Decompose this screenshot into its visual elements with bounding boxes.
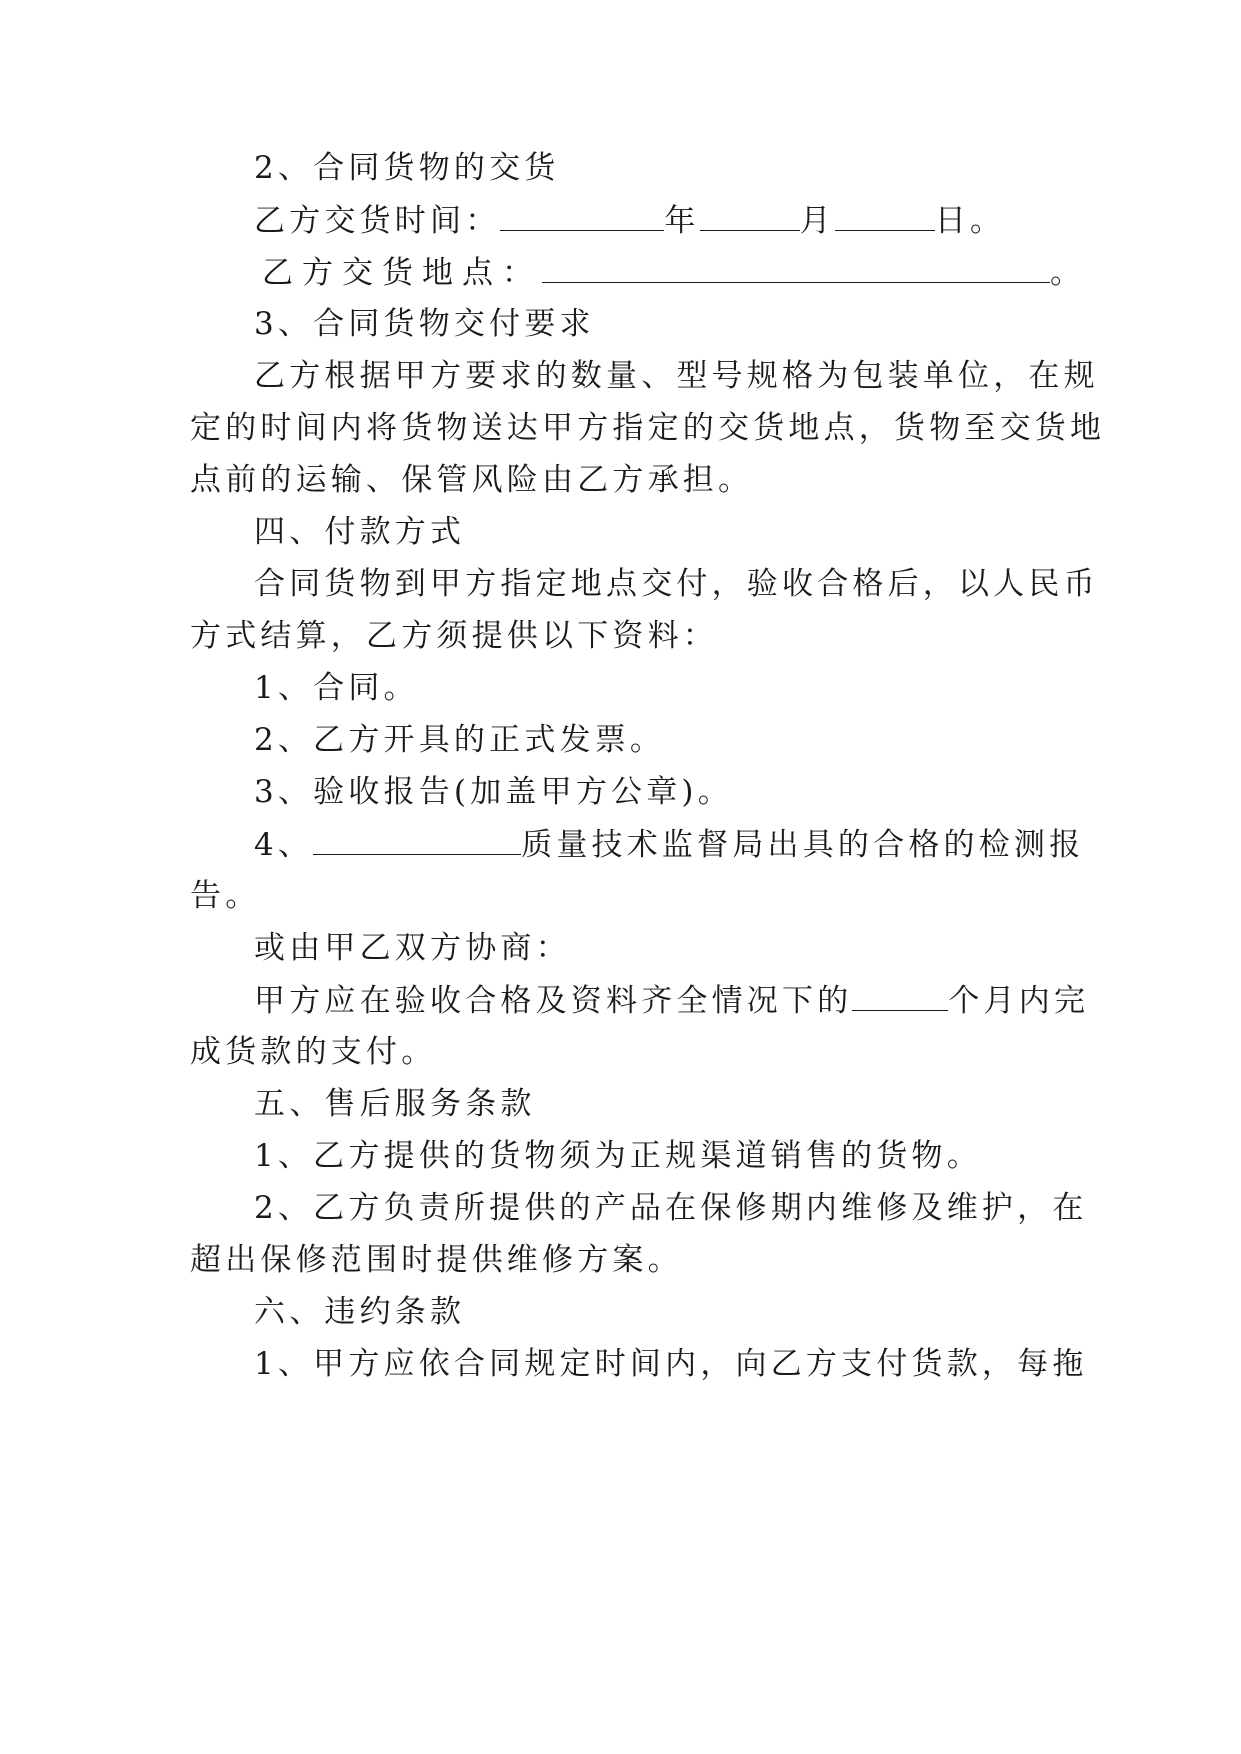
text-span: 质量技术监督局出具的合格的检测报	[521, 827, 1085, 863]
list-item	[254, 1188, 1114, 1228]
day-label: 日。	[934, 203, 1006, 239]
text-span: 2、合同货物的交货	[254, 150, 560, 186]
paragraph-line	[254, 356, 1114, 396]
heading-breach	[254, 1292, 1114, 1332]
text-span: 四、付款方式	[254, 514, 466, 550]
text-span: 点前的运输、保管风险由乙方承担。	[190, 462, 754, 498]
list-item	[254, 824, 1114, 865]
list-item	[254, 720, 1114, 760]
paragraph-line	[190, 460, 1050, 500]
delivery-year-blank	[500, 200, 664, 231]
list-item	[254, 772, 1114, 812]
paragraph-line	[190, 1240, 1050, 1280]
paragraph-line	[254, 564, 1114, 604]
text-span: 或由甲乙双方协商：	[254, 930, 571, 966]
text-span: 超出保修范围时提供维修方案。	[190, 1242, 683, 1278]
text-span: 五、售后服务条款	[254, 1086, 536, 1122]
heading-delivery-requirements	[254, 304, 1114, 344]
text-span: 个月内完	[948, 983, 1090, 1019]
delivery-place-line	[262, 252, 1122, 293]
text-span: 六、违约条款	[254, 1294, 466, 1330]
text-span: 告。	[190, 878, 261, 914]
paragraph-line	[254, 980, 1114, 1021]
list-item	[254, 1344, 1114, 1384]
text-span: 3、合同货物交付要求	[254, 306, 595, 342]
delivery-month-blank	[700, 200, 800, 231]
delivery-place-label: 乙方交货地点：	[262, 255, 542, 291]
text-span: 甲方应在验收合格及资料齐全情况下的	[254, 983, 853, 1019]
paragraph-line	[190, 876, 1050, 916]
delivery-time-line	[254, 200, 1114, 241]
text-span: 定的时间内将货物送达甲方指定的交货地点，货物至交货地	[190, 410, 1106, 446]
text-span: 方式结算，乙方须提供以下资料：	[190, 618, 718, 654]
text-span: 4、	[254, 827, 314, 863]
heading-after-sales	[254, 1084, 1114, 1124]
delivery-place-blank	[542, 252, 1050, 283]
text-span: 合同货物到甲方指定地点交付，验收合格后，以人民币	[254, 566, 1099, 602]
heading-payment	[254, 512, 1114, 552]
heading-delivery	[254, 148, 1114, 188]
text-span: 。	[1050, 255, 1090, 291]
paragraph-line	[190, 408, 1106, 448]
month-label: 月	[799, 203, 835, 239]
paragraph-line	[254, 928, 1114, 968]
payment-months-blank	[852, 980, 948, 1011]
paragraph-line	[190, 616, 1050, 656]
text-span: 成货款的支付。	[190, 1034, 437, 1070]
text-span: 3、验收报告(加盖甲方公章)。	[254, 774, 733, 810]
paragraph-line	[190, 1032, 1050, 1072]
inspection-authority-blank	[313, 824, 521, 855]
year-label: 年	[664, 203, 700, 239]
text-span: 2、乙方开具的正式发票。	[254, 722, 666, 758]
list-item	[254, 668, 1114, 708]
text-span: 乙方根据甲方要求的数量、型号规格为包装单位，在规	[254, 358, 1099, 394]
text-span: 2、乙方负责所提供的产品在保修期内维修及维护，在	[254, 1190, 1088, 1226]
text-span: 1、甲方应依合同规定时间内，向乙方支付货款，每拖	[254, 1346, 1088, 1382]
text-span: 1、乙方提供的货物须为正规渠道销售的货物。	[254, 1138, 982, 1174]
list-item	[254, 1136, 1114, 1176]
delivery-time-label: 乙方交货时间：	[254, 203, 501, 239]
delivery-day-blank	[835, 200, 935, 231]
text-span: 1、合同。	[254, 670, 419, 706]
